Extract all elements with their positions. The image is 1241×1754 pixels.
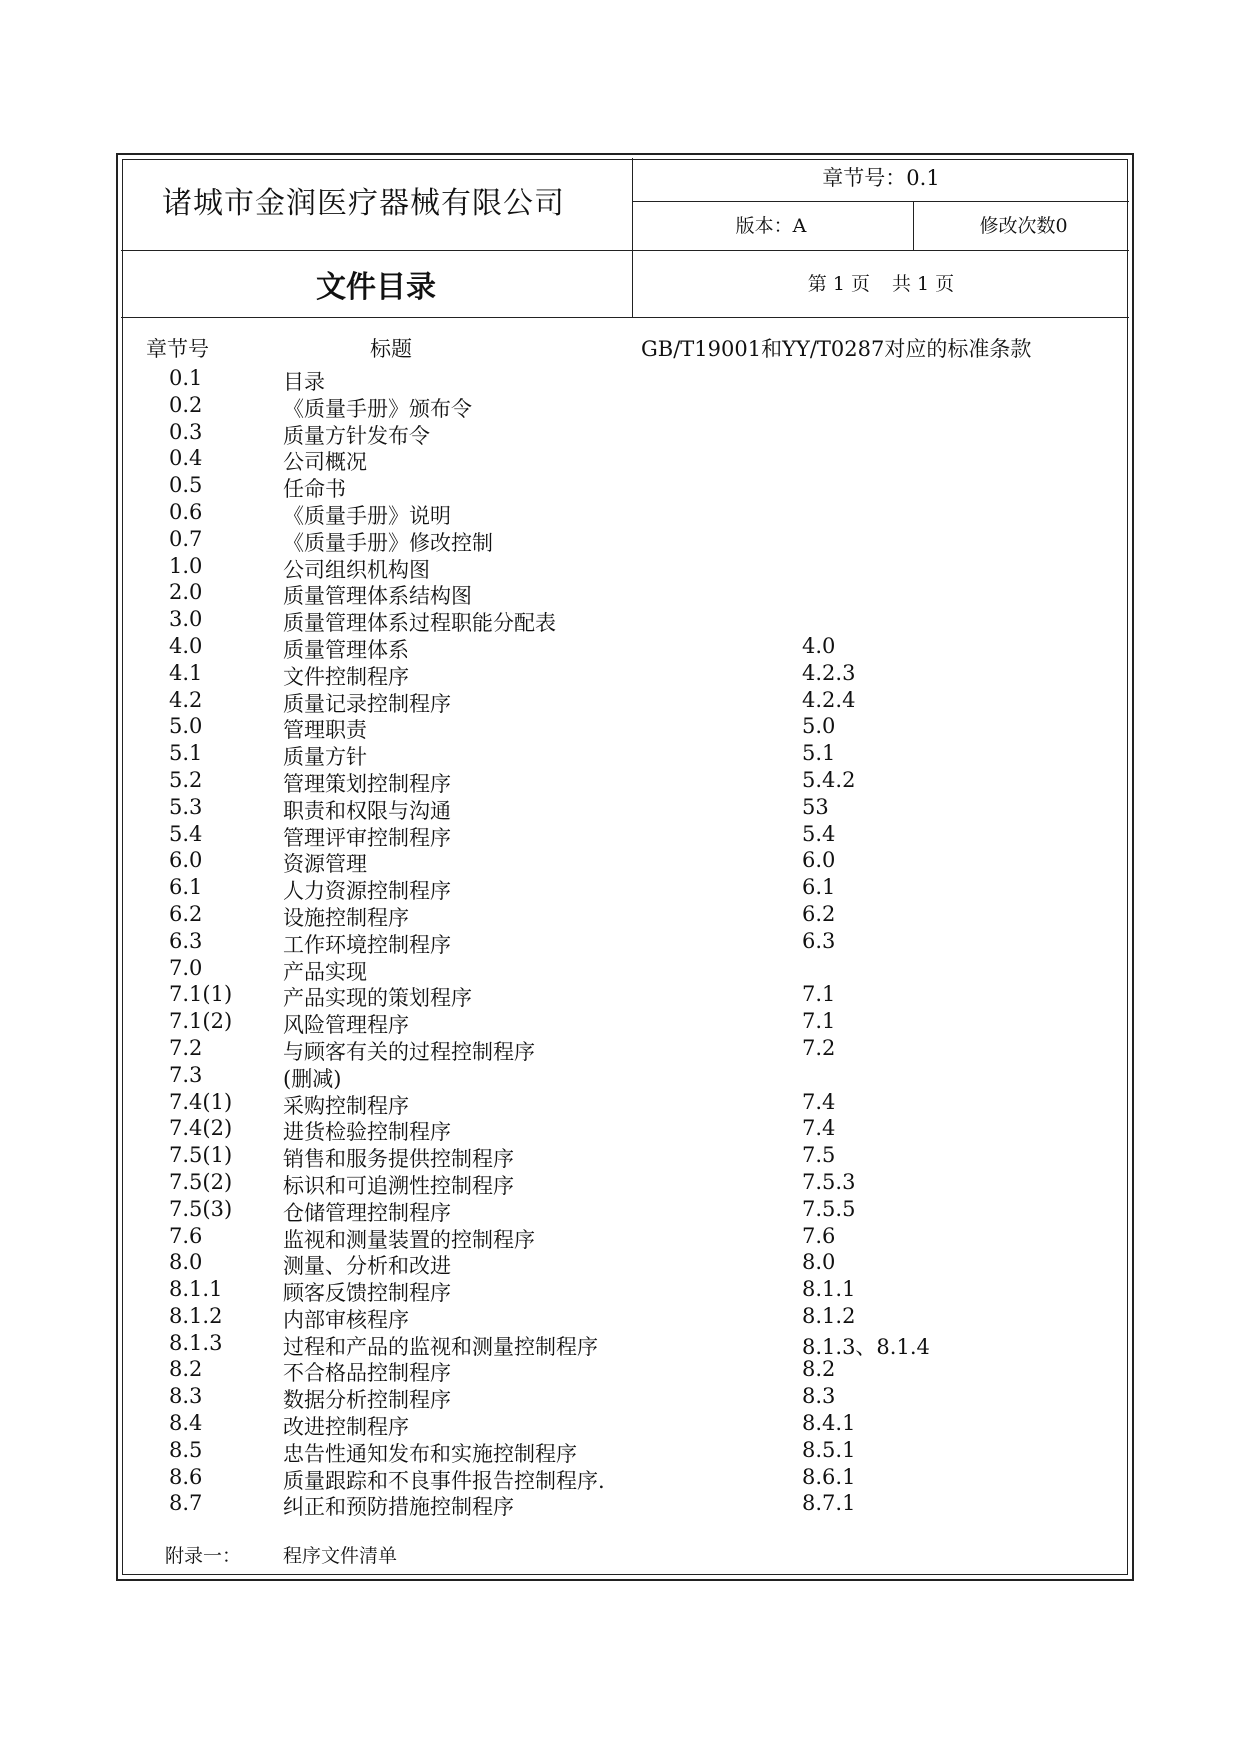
toc-standard-clause: 6.1 — [802, 875, 836, 900]
toc-chapter-number: 8.5 — [169, 1437, 203, 1462]
toc-chapter-number: 7.5(1) — [169, 1143, 233, 1168]
toc-row — [0, 929, 1241, 956]
toc-row — [0, 982, 1241, 1009]
toc-chapter-number: 0.4 — [169, 446, 203, 471]
toc-row — [0, 848, 1241, 875]
toc-title: 文件控制程序 — [283, 664, 409, 689]
toc-row — [0, 741, 1241, 768]
toc-row — [0, 902, 1241, 929]
toc-title: 进货检验控制程序 — [283, 1120, 451, 1145]
toc-chapter-number: 0.2 — [169, 392, 203, 417]
toc-chapter-number: 6.0 — [169, 848, 203, 873]
toc-title: 不合格品控制程序 — [283, 1361, 451, 1386]
toc-title: 质量方针 — [283, 745, 367, 770]
toc-chapter-number: 5.3 — [169, 794, 203, 819]
toc-chapter-number: 3.0 — [169, 607, 203, 632]
toc-chapter-number: 8.1.3 — [169, 1330, 223, 1355]
toc-row — [0, 1384, 1241, 1411]
toc-row — [0, 661, 1241, 688]
toc-row — [0, 1090, 1241, 1117]
column-header-clause: GB/T19001和YY/T0287对应的标准条款 — [641, 337, 1032, 361]
toc-chapter-number: 7.2 — [169, 1035, 203, 1060]
toc-title: 忠告性通知发布和实施控制程序 — [283, 1441, 577, 1466]
toc-chapter-number: 4.1 — [169, 660, 203, 685]
toc-chapter-number: 7.1(1) — [169, 982, 233, 1007]
toc-standard-clause: 8.6.1 — [802, 1464, 856, 1489]
toc-chapter-number: 7.5(2) — [169, 1169, 233, 1194]
toc-title: 质量方针发布令 — [283, 423, 430, 448]
toc-standard-clause: 7.2 — [802, 1035, 836, 1060]
toc-title: 目录 — [283, 370, 325, 394]
toc-standard-clause: 8.4.1 — [802, 1411, 856, 1436]
toc-title: 《质量手册》颁布令 — [283, 396, 472, 421]
toc-title: 产品实现 — [283, 959, 367, 984]
toc-row — [0, 393, 1241, 420]
toc-title: 人力资源控制程序 — [283, 879, 451, 904]
toc-row — [0, 1357, 1241, 1384]
toc-chapter-number: 8.2 — [169, 1357, 203, 1382]
toc-row — [0, 1143, 1241, 1170]
toc-standard-clause: 6.0 — [802, 848, 836, 873]
toc-row — [0, 1250, 1241, 1277]
toc-chapter-number: 6.2 — [169, 901, 203, 926]
toc-title: 《质量手册》修改控制 — [283, 530, 493, 555]
toc-title: 采购控制程序 — [283, 1093, 409, 1118]
toc-row — [0, 446, 1241, 473]
toc-chapter-number: 7.6 — [169, 1223, 203, 1248]
toc-title: 任命书 — [283, 477, 346, 502]
toc-row — [0, 580, 1241, 607]
toc-chapter-number: 8.1.1 — [169, 1277, 223, 1302]
toc-chapter-number: 7.4(2) — [169, 1116, 233, 1141]
toc-chapter-number: 5.1 — [169, 741, 203, 766]
toc-standard-clause: 8.0 — [802, 1250, 836, 1275]
toc-standard-clause: 7.5.3 — [802, 1169, 856, 1194]
toc-chapter-number: 8.0 — [169, 1250, 203, 1275]
toc-standard-clause: 8.5.1 — [802, 1437, 856, 1462]
toc-row — [0, 956, 1241, 983]
toc-title: 风险管理程序 — [283, 1013, 409, 1038]
toc-title: 公司组织机构图 — [283, 557, 430, 582]
toc-row — [0, 822, 1241, 849]
toc-chapter-number: 8.6 — [169, 1464, 203, 1489]
toc-row — [0, 527, 1241, 554]
toc-title: 销售和服务提供控制程序 — [283, 1147, 514, 1172]
toc-standard-clause: 6.3 — [802, 928, 836, 953]
toc-row — [0, 1170, 1241, 1197]
toc-row — [0, 1277, 1241, 1304]
toc-chapter-number: 0.6 — [169, 499, 203, 524]
appendix-label: 附录一： — [165, 1545, 242, 1567]
toc-title: 设施控制程序 — [283, 905, 409, 930]
toc-chapter-number: 8.3 — [169, 1384, 203, 1409]
divider-chapter-bottom — [632, 201, 1129, 202]
column-header-title: 标题 — [370, 337, 412, 361]
toc-row — [0, 1411, 1241, 1438]
toc-standard-clause: 4.2.4 — [802, 687, 856, 712]
toc-list — [0, 366, 1241, 1518]
divider-version-vertical — [913, 201, 914, 251]
toc-title: 顾客反馈控制程序 — [283, 1281, 451, 1306]
toc-chapter-number: 0.3 — [169, 419, 203, 444]
toc-title: (删减) — [283, 1066, 342, 1091]
toc-standard-clause: 4.2.3 — [802, 660, 856, 685]
toc-chapter-number: 7.3 — [169, 1062, 203, 1087]
toc-title: 过程和产品的监视和测量控制程序 — [283, 1334, 598, 1359]
toc-title: 改进控制程序 — [283, 1415, 409, 1440]
toc-chapter-number: 8.1.2 — [169, 1303, 223, 1328]
toc-chapter-number: 8.4 — [169, 1411, 203, 1436]
toc-standard-clause: 53 — [802, 794, 829, 819]
toc-title: 公司概况 — [283, 450, 367, 475]
divider-header-bottom — [121, 250, 1129, 251]
toc-title: 测量、分析和改进 — [283, 1254, 451, 1279]
toc-standard-clause: 5.4 — [802, 821, 836, 846]
toc-chapter-number: 1.0 — [169, 553, 203, 578]
toc-row — [0, 768, 1241, 795]
toc-row — [0, 1491, 1241, 1518]
column-header-chapter: 章节号 — [146, 337, 209, 361]
toc-row — [0, 714, 1241, 741]
toc-chapter-number: 4.0 — [169, 633, 203, 658]
page-number: 第 1 页 — [807, 273, 870, 295]
toc-standard-clause: 7.5.5 — [802, 1196, 856, 1221]
toc-chapter-number: 0.7 — [169, 526, 203, 551]
toc-chapter-number: 0.1 — [169, 366, 203, 390]
toc-chapter-number: 5.2 — [169, 767, 203, 792]
toc-row — [0, 875, 1241, 902]
toc-row — [0, 607, 1241, 634]
toc-row — [0, 554, 1241, 581]
toc-standard-clause: 7.4 — [802, 1116, 836, 1141]
toc-standard-clause: 7.6 — [802, 1223, 836, 1248]
toc-title: 职责和权限与沟通 — [283, 798, 451, 823]
toc-row — [0, 1063, 1241, 1090]
toc-standard-clause: 8.2 — [802, 1357, 836, 1382]
toc-standard-clause: 8.3 — [802, 1384, 836, 1409]
toc-title: 《质量手册》说明 — [283, 503, 451, 528]
toc-row — [0, 1438, 1241, 1465]
toc-title: 数据分析控制程序 — [283, 1388, 451, 1413]
toc-standard-clause: 4.0 — [802, 633, 836, 658]
toc-standard-clause: 7.1 — [802, 1009, 836, 1034]
appendix-title: 程序文件清单 — [283, 1545, 398, 1567]
toc-row — [0, 795, 1241, 822]
toc-chapter-number: 8.7 — [169, 1491, 203, 1516]
toc-title: 质量跟踪和不良事件报告控制程序. — [283, 1468, 605, 1493]
toc-title: 质量记录控制程序 — [283, 691, 451, 716]
page-total: 共 1 页 — [892, 273, 955, 295]
toc-standard-clause: 7.4 — [802, 1089, 836, 1114]
chapter-number: 章节号：0.1 — [822, 166, 940, 190]
toc-chapter-number: 2.0 — [169, 580, 203, 605]
toc-row — [0, 1224, 1241, 1251]
toc-title: 资源管理 — [283, 852, 367, 877]
toc-title: 纠正和预防措施控制程序 — [283, 1495, 514, 1520]
toc-row — [0, 1009, 1241, 1036]
toc-row — [0, 1197, 1241, 1224]
toc-standard-clause: 5.1 — [802, 741, 836, 766]
toc-chapter-number: 7.5(3) — [169, 1196, 233, 1221]
toc-title: 管理策划控制程序 — [283, 771, 451, 796]
toc-standard-clause: 7.1 — [802, 982, 836, 1007]
toc-title: 产品实现的策划程序 — [283, 986, 472, 1011]
toc-title: 工作环境控制程序 — [283, 932, 451, 957]
toc-title: 标识和可追溯性控制程序 — [283, 1173, 514, 1198]
toc-title: 监视和测量装置的控制程序 — [283, 1227, 535, 1252]
toc-title: 与顾客有关的过程控制程序 — [283, 1039, 535, 1064]
toc-row — [0, 688, 1241, 715]
toc-chapter-number: 5.0 — [169, 714, 203, 739]
toc-row — [0, 634, 1241, 661]
toc-row — [0, 1036, 1241, 1063]
toc-chapter-number: 7.0 — [169, 955, 203, 980]
toc-chapter-number: 7.1(2) — [169, 1009, 233, 1034]
toc-chapter-number: 0.5 — [169, 473, 203, 498]
toc-row — [0, 500, 1241, 527]
revision-count: 修改次数0 — [979, 215, 1068, 237]
toc-title: 质量管理体系 — [283, 637, 409, 662]
toc-row — [0, 366, 1241, 393]
divider-title-bottom — [121, 317, 1129, 318]
document-title: 文件目录 — [316, 270, 436, 305]
toc-title: 管理评审控制程序 — [283, 825, 451, 850]
toc-chapter-number: 6.1 — [169, 875, 203, 900]
toc-chapter-number: 5.4 — [169, 821, 203, 846]
toc-standard-clause: 8.1.3、8.1.4 — [802, 1334, 930, 1359]
toc-row — [0, 1465, 1241, 1492]
toc-standard-clause: 5.4.2 — [802, 767, 856, 792]
toc-row — [0, 1331, 1241, 1358]
toc-standard-clause: 8.7.1 — [802, 1491, 856, 1516]
toc-row — [0, 1116, 1241, 1143]
toc-row — [0, 420, 1241, 447]
toc-standard-clause: 5.0 — [802, 714, 836, 739]
toc-standard-clause: 7.5 — [802, 1143, 836, 1168]
toc-row — [0, 1304, 1241, 1331]
toc-chapter-number: 4.2 — [169, 687, 203, 712]
toc-row — [0, 473, 1241, 500]
toc-chapter-number: 7.4(1) — [169, 1089, 233, 1114]
toc-title: 管理职责 — [283, 718, 367, 743]
toc-title: 质量管理体系结构图 — [283, 584, 472, 609]
version-label: 版本：A — [735, 215, 807, 237]
toc-standard-clause: 8.1.2 — [802, 1303, 856, 1328]
toc-title: 质量管理体系过程职能分配表 — [283, 611, 556, 636]
toc-standard-clause: 8.1.1 — [802, 1277, 856, 1302]
toc-chapter-number: 6.3 — [169, 928, 203, 953]
toc-title: 仓储管理控制程序 — [283, 1200, 451, 1225]
toc-standard-clause: 6.2 — [802, 901, 836, 926]
company-name: 诸城市金润医疗器械有限公司 — [162, 186, 565, 221]
toc-title: 内部审核程序 — [283, 1307, 409, 1332]
page-info — [630, 269, 1132, 296]
